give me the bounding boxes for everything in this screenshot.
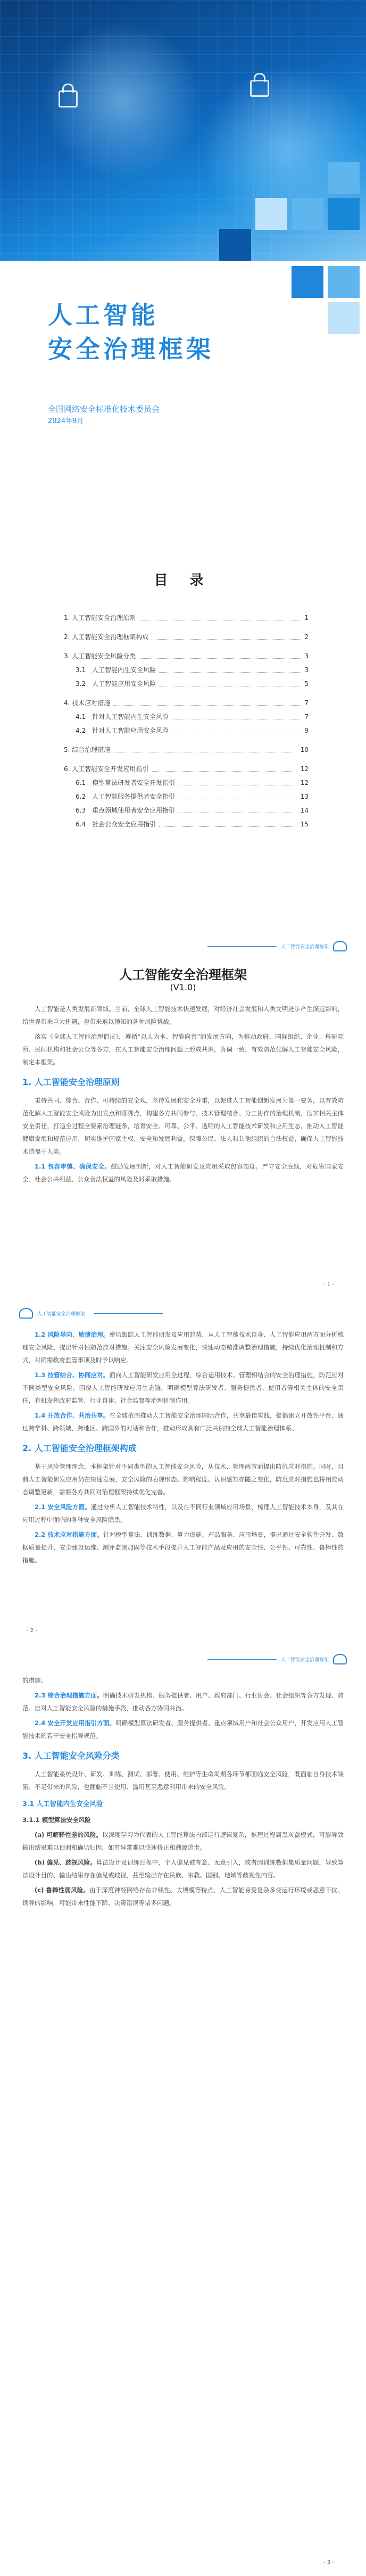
paragraph: 的措施。 <box>22 1677 47 1684</box>
cover-title: 人工智能 安全治理框架 <box>48 301 214 363</box>
page-number: - 2 - <box>27 1628 37 1634</box>
paragraph: 落实《全球人工智能治理倡议》，遵循“以人为本、智能向善”的发展方向，为推动政府、国际组织、企业、科研院所、民间机构和社会公众等各方，在人工智能安全治理问题上形成共识，协调一致，有效防范化解人工智能安全风险，制定本框架。 <box>22 1033 344 1066</box>
toc-item[interactable]: 6.1 模型算法研发者安全开发指引 12 <box>76 779 309 786</box>
section-heading: 2. 人工智能安全治理框架构成 <box>22 1443 137 1453</box>
version-label: (V1.0) <box>170 982 196 992</box>
paragraph: (a) 可解释性差的风险。以深度学习为代表的人工智能算法内部运行逻辑复杂，推理过程属黑灰盒模式，可能导致输出结果难以预测和确切归因，如有异常难以快速修正和溯源追责。 <box>22 1831 344 1851</box>
page-header: 人工智能安全治理框架 <box>207 1654 347 1664</box>
toc-title: 目 录 <box>154 573 212 589</box>
toc-item[interactable]: 3.1 人工智能内生安全风险 3 <box>76 666 309 674</box>
paragraph: 1.1 包容审慎、确保安全。鼓励发展创新，对人工智能研发及应用采取包容态度。严守安全底线，对危害国家安全、社会公共利益、公众合法权益的风险及时采取措施。 <box>22 1163 344 1183</box>
subsubsection-heading: 3.1.1 模型算法安全风险 <box>22 1816 91 1824</box>
page-header: 人工智能安全治理框架 <box>207 941 347 951</box>
toc-item[interactable]: 3. 人工智能安全风险分类 3 <box>64 652 309 660</box>
cover-org: 全国网络安全标准化技术委员会 <box>48 404 160 414</box>
toc-item[interactable]: 6.2 人工智能服务提供者安全指引 13 <box>76 793 309 800</box>
cover-page <box>0 0 366 548</box>
brain-icon <box>333 1654 347 1664</box>
toc-item[interactable]: 3.2 人工智能应用安全风险 5 <box>76 680 309 688</box>
page-header: 人工智能安全治理框架 <box>19 1308 163 1319</box>
paragraph: 1.2 风险导向、敏捷治理。密切跟踪人工智能研发及应用趋势，从人工智能技术自身、人工智能应用两方面分析梳理安全风险，提出针对性防范应对措施。关注安全风险发展变化，快速动态精准调整治理措施，持续优化治理机制和方式，对确需政府监管事项及时予以响应。 <box>22 1331 344 1364</box>
lock-icon <box>250 80 269 97</box>
toc-item[interactable]: 6.3 重点领域使用者安全应用指引 14 <box>76 807 309 814</box>
section-heading: 3. 人工智能安全风险分类 <box>22 1751 120 1761</box>
toc-item[interactable]: 6.4 社会公众安全应用指引 15 <box>76 821 309 828</box>
paragraph: 人工智能是人类发展新领域。当前，全球人工智能技术快速发展，对经济社会发展和人类文明进步产生深远影响，给世界带来巨大机遇，也带来难以预知的各种风险挑战。 <box>22 1005 344 1025</box>
brain-icon <box>19 1308 33 1319</box>
toc-item[interactable]: 6. 人工智能安全开发应用指引 12 <box>64 765 309 773</box>
paragraph: 2.3 综合治理措施方面。明确技术研发机构、服务提供者、用户、政府部门、行业协会、社会组织等各方发现、防范、应对人工智能安全风险的措施手段，推动各方协同共治。 <box>22 1692 344 1712</box>
brain-icon <box>333 941 347 951</box>
document-page-3 <box>0 1644 366 2576</box>
toc-item[interactable]: 4. 技术应对措施 7 <box>64 699 309 707</box>
subsection-heading: 3.1 人工智能内生安全风险 <box>22 1800 103 1808</box>
toc-item[interactable]: 4.2 针对人工智能应用安全风险 9 <box>76 727 309 734</box>
paragraph: 1.4 开放合作、共治共享。在全球范围推动人工智能安全治理国际合作，共享最佳实践，提倡建立开放性平台，通过跨学科、跨领域、跨地区、跨国界的对话和合作，推动形成具有广泛共识的全球人工智能治理体系。 <box>22 1412 344 1432</box>
paragraph: 2.1 安全风险方面。通过分析人工智能技术特性，以及在不同行业领域应用场景，梳理人工智能技术本身，及其在应用过程中面临的各种安全风险隐患。 <box>22 1503 344 1523</box>
document-page-2 <box>0 1298 366 1644</box>
toc-page <box>0 548 366 931</box>
page-number: - 1 - <box>323 1282 334 1288</box>
cover-hero-image <box>0 0 366 261</box>
cover-date: 2024年9月 <box>48 417 84 425</box>
paragraph: 2.2 技术应对措施方面。针对模型算法、训练数据、算力设施、产品服务、应用场景，提出通过安全软件开发、数据质量提升、安全建设运维、测评监测加固等技术手段提升人工智能产品及应用的安全性、公平性、可靠性、鲁棒性的措施。 <box>22 1531 344 1564</box>
toc-item[interactable]: 2. 人工智能安全治理框架构成 2 <box>64 633 309 641</box>
section-heading: 1. 人工智能安全治理原则 <box>22 1077 120 1087</box>
paragraph: 2.4 安全开发应用指引方面。明确模型算法研发者、服务提供者、重点领域用户和社会公众用户，开发应用人工智能技术的若干安全指导规范。 <box>22 1719 344 1740</box>
lock-icon <box>59 90 78 107</box>
paragraph: 1.3 技管结合、协同应对。面向人工智能研发应用全过程，综合运用技术、管理相结合的安全治理措施，防范应对不同类型安全风险。围绕人工智能研发应用生态链，明确模型算法研发者、服务提供者、使用者等相关主体的安全责任，有机发挥政府监管、行业自律、社会监督等治理机制作用。 <box>22 1371 344 1404</box>
paragraph: 人工智能系统设计、研发、训练、测试、部署、使用、维护等生命周期各环节都面临安全风险，既面临自身技术缺陷、不足带来的风险，也面临不当使用、滥用甚至恶意利用带来的安全风险。 <box>22 1770 344 1791</box>
paragraph: 基于风险管理理念，本框架针对不同类型的人工智能安全风险，从技术、管理两方面提出防范应对措施。同时，目前人工智能研发应用仍在快速发展，安全风险的表现形态、影响程度、认识感知亦随之变化，防范应对措施也将相应动态调整更新，需要各方共同对治理框架持续优化完善。 <box>22 1463 344 1496</box>
toc-item[interactable]: 4.1 针对人工智能内生安全风险 7 <box>76 713 309 720</box>
toc-item[interactable]: 5. 综合治理措施 10 <box>64 746 309 753</box>
toc-item[interactable]: 1. 人工智能安全治理原则 1 <box>64 614 309 622</box>
paragraph: 秉持共同、综合、合作、可持续的安全观，坚持发展和安全并重，以促进人工智能创新发展为第一要务，以有效防范化解人工智能安全风险为出发点和落脚点，构建各方共同参与、技术管理结合、分工协作的治理机制，压实相关主体安全责任，打造全过程全要素治理链条，培育安全、可靠、公平、透明的人工智能技术研发和应用生态，推动人工智能健康发展和规范应用，切实维护国家主权、安全和发展利益，保障公民、法人和其他组织的合法权益，确保人工智能技术造福于人类。 <box>22 1097 344 1155</box>
toc-list <box>64 611 309 831</box>
paragraph: (c) 鲁棒性弱风险。由于深度神经网络存在非线性、大规模等特点，人工智能易受复杂多变运行环境或恶意干扰、诱导的影响，可能带来性能下降、决策错误等诸多问题。 <box>22 1886 344 1907</box>
paragraph: (b) 偏见、歧视风险。算法设计及训练过程中，个人偏见被有意、无意引入，或者因训练数据集质量问题，导致算法设计目的、输出结果存在偏见或歧视，甚至输出存在民族、宗教、国别、地域等歧视性内容。 <box>22 1859 344 1879</box>
document-page-1 <box>0 931 366 1298</box>
page-number: - 3 - <box>323 2560 334 2565</box>
page-title: 人工智能安全治理框架 <box>119 967 247 982</box>
